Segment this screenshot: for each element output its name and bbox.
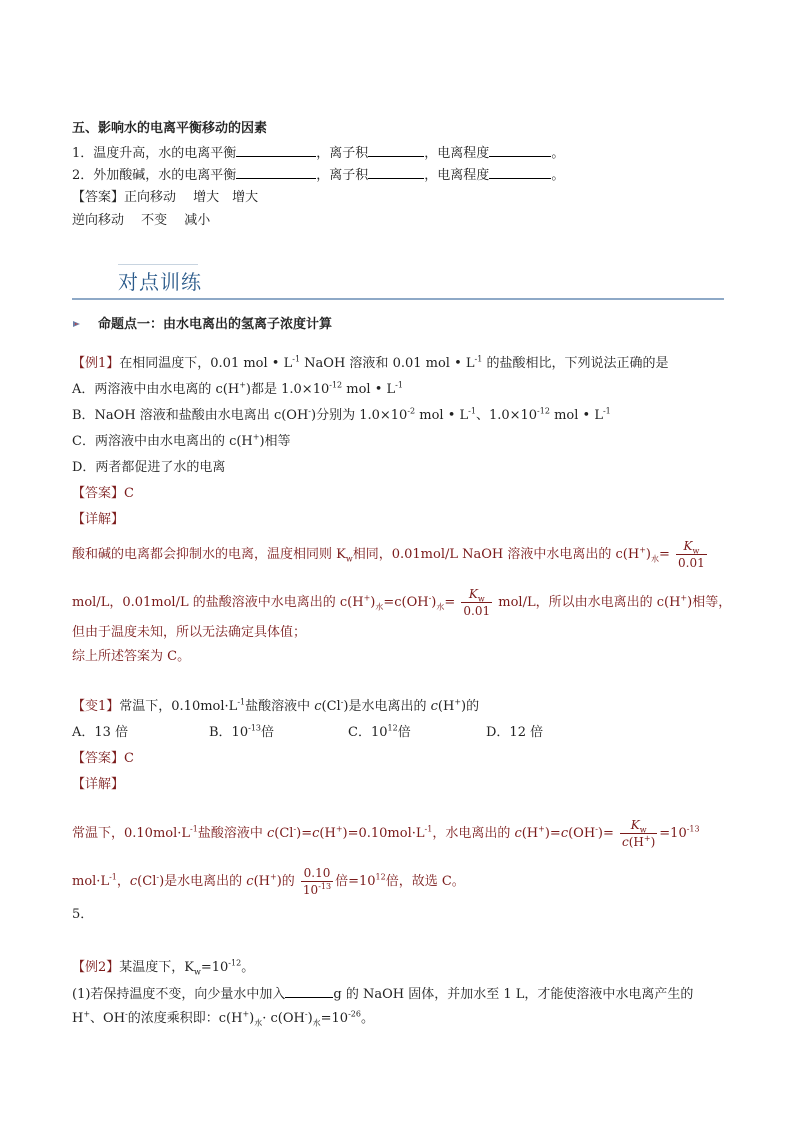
var1-option-d[interactable] [486,724,543,742]
sub: w [194,967,201,977]
header-blue-rule [72,298,724,300]
stem-text: )的 [461,699,480,714]
stem-text: 。 [241,960,255,975]
opt-text: mol • L [342,382,396,397]
detail-text: ， [116,874,130,889]
sup: + [335,824,343,834]
stray-number [72,906,93,924]
opt-text: mol • L [415,408,469,423]
italic-c: c [312,826,320,841]
detail-text: )=0.10mol·L [342,826,425,841]
section5-answer-2 [72,212,210,230]
sup: -13 [248,723,261,733]
sub: w [477,594,485,604]
sup: 12 [375,872,386,882]
section5-line1 [72,144,564,163]
sup: -1 [395,380,403,390]
detail-text: 盐酸溶液中 [197,826,267,841]
sup: - [293,824,297,834]
ex1-label: 【例1】 [72,356,120,371]
q-text: 、OH [90,1011,126,1026]
detail-text: 倍=10 [335,874,376,889]
var1-option-a[interactable] [72,724,128,742]
sup: + [269,872,277,882]
sup: + [454,697,462,707]
ex1-option-b[interactable] [72,407,611,425]
opt-text: 倍 [261,725,275,740]
fraction-kw-ch [620,817,657,850]
frac-den-c: c [622,835,629,849]
frac-den-close: ) [650,835,656,849]
ex1-stem-a: 在相同温度下，0.01 mol • L [119,356,293,371]
var1-detail-line2 [72,865,465,898]
detail-text: =c(OH [383,595,429,610]
ex1-stem-c: 的盐酸相比，下列说法正确的是 [482,356,669,371]
ex1-detail-label [72,511,124,529]
italic-c: c [266,826,275,841]
answer-label: 【答案】 [72,190,125,205]
ex2-q1 [72,985,693,1004]
section-title-text: 五、影响水的电离平衡移动的因素 [72,121,268,136]
detail-text: = [444,595,456,610]
sup: -1 [602,406,611,416]
line1-text-c: ，电离程度 [424,146,490,161]
blank-2b[interactable] [368,166,424,179]
sup: -1 [468,406,476,416]
detail-text: )相等， [687,595,732,610]
sup: + [643,834,651,843]
blank-ex2-mass[interactable] [285,985,333,998]
section-title [72,120,267,138]
ex1-option-c[interactable] [72,433,291,451]
opt-text: 倍 [397,725,411,740]
detail-text: )= [597,826,614,841]
opt-text: C．10 [348,725,388,740]
opt-text: B．10 [209,725,249,740]
sup: -2 [407,406,416,416]
q-text: g 的 NaOH 固体，并加水至 1 L，才能使溶液中水电离产生的 [333,987,694,1002]
opt-text: )都是 1.0×10 [245,382,330,397]
detail-text: mol·L [72,874,110,889]
sup: -26 [348,1009,361,1019]
q-text: ) [307,1011,313,1026]
detail-text: =10 [659,826,687,841]
sup: -12 [228,958,242,968]
sup: + [83,1009,91,1019]
italic-c: c [314,699,322,714]
header-top-rule [118,264,198,265]
answer-text-1: 正向移动 增大 增大 [124,190,259,205]
sup: -1 [237,697,246,707]
fraction-kw-001 [676,538,707,571]
sub: w [639,825,647,835]
opt-text: A．13 倍 [72,725,129,740]
line1-text-b: ，离子积 [316,146,369,161]
detail-text: 综上所述答案为 C。 [72,649,191,664]
frac-num: 0.10 [301,865,333,882]
sub: 水 [254,1018,263,1028]
detail-text: 酸和碱的电离都会抑制水的电离，温度相同则 K [72,547,346,562]
detail-text: )= [544,826,561,841]
var1-detail-label [72,776,124,794]
answer-label: 【答案】 [72,486,125,501]
var1-option-c[interactable] [348,724,411,742]
sup: - [428,593,432,603]
frac-den: 0.01 [678,556,705,570]
sup: - [304,1009,308,1019]
ex1-detail-line4 [72,648,190,666]
blank-2c[interactable] [489,166,551,179]
opt-text: )相等 [259,434,291,449]
frac-den: 0.01 [463,604,491,618]
detail-text: ，水电离出的 [432,826,515,841]
opt-text: B．NaOH 溶液和盐酸由水电离出 c(OH [72,408,309,423]
opt-text: C．两溶液中由水电离出的 c(H [72,434,253,449]
line2-end: 。 [551,168,565,183]
sup: - [595,824,598,834]
stem-text: 某温度下，K [119,960,194,975]
detail-text: 常温下，0.10mol·L [72,826,191,841]
detail-text: 但由于温度未知，所以无法确定具体值； [72,625,307,640]
sup: -13 [318,882,332,891]
section5-line2 [72,166,564,185]
detail-text: mol/L，0.01mol/L 的盐酸溶液中水电离出的 c(H [72,595,364,610]
sup: -12 [329,380,343,390]
detail-text: (H [521,826,539,841]
stem-text: 盐酸溶液中 [245,699,315,714]
italic-c: c [246,874,254,889]
q-text: =10 [320,1011,349,1026]
ex1-stem [72,355,668,373]
var1-option-b[interactable] [209,724,274,742]
detail-text: mol/L，所以由水电离出的 c(H [494,595,681,610]
blank-1c[interactable] [489,144,551,157]
line1-text: 1．温度升高，水的电离平衡 [72,146,237,161]
var1-stem [72,698,479,716]
detail-text: (Cl [137,874,157,889]
detail-text: (OH [568,826,596,841]
sup: + [242,1009,250,1019]
topic-title-text: 命题点一：由水电离出的氢离子浓度计算 [98,317,333,332]
blank-2a[interactable] [236,166,316,179]
ex1-answer [72,485,134,503]
opt-text: D．12 倍 [486,725,544,740]
blank-1b[interactable] [368,144,424,157]
sub: w [692,546,700,556]
detail-text: ) [431,595,437,610]
section5-answer [72,189,258,207]
sup: + [252,432,260,442]
frac-num: K [630,818,640,832]
line2-text-b: ，离子积 [316,168,369,183]
q-text: (1)若保持温度不变，向少量水中加入 [72,987,286,1002]
sup: 12 [387,723,398,733]
detail-text: (H [319,826,336,841]
q-text: ) [249,1011,255,1026]
ex1-option-d[interactable] [72,459,225,477]
detail-text: )的 [276,874,295,889]
detail-label: 【详解】 [72,512,125,527]
sup: + [538,824,545,834]
detail-text: )= [296,826,313,841]
sub: 水 [650,554,659,564]
fraction-010-1013 [301,865,333,898]
sup: - [156,872,160,882]
opt-text: )分别为 1.0×10 [311,408,408,423]
q-text: H [72,1011,84,1026]
sup: -1 [190,824,198,834]
sub: 水 [436,602,445,612]
detail-text: = [658,547,670,562]
frac-num: K [683,539,693,553]
detail-text: (H [253,874,270,889]
ex2-stem [72,959,254,977]
italic-c: c [560,826,569,841]
italic-c: c [129,874,138,889]
ex1-detail-line1 [72,538,709,571]
q-text: 。 [360,1011,374,1026]
sup: -1 [109,872,117,882]
stem-text: 常温下，0.10mol·L [119,699,238,714]
var1-detail-line1 [72,817,700,850]
italic-c: c [430,699,438,714]
stem-text: (H [437,699,455,714]
ex1-stem-b: NaOH 溶液和 0.01 mol • L [300,356,475,371]
opt-text: A．两溶液中由水电离的 c(H [72,382,240,397]
ex1-detail-line2 [72,586,731,619]
sub: w [345,554,353,564]
sub: 水 [375,602,384,612]
sup: + [363,593,371,603]
ex1-detail-line3 [72,624,306,642]
line2-text: 2．外加酸碱，水的电离平衡 [72,168,237,183]
frac-num: K [468,587,478,601]
q-text: · c(OH [262,1011,305,1026]
detail-label: 【详解】 [72,777,125,792]
answer-text-2: 逆向移动 不变 减小 [72,213,211,228]
detail-text: 倍，故选 C。 [385,874,465,889]
ex1-option-a[interactable] [72,381,403,399]
stem-text: (Cl [321,699,341,714]
frac-den: 10 [302,883,319,897]
line1-end: 。 [551,146,565,161]
detail-text: ) [370,595,376,610]
training-heading: 对点训练 [118,270,202,294]
answer-value: C [124,486,134,501]
fraction-kw-001-b [461,586,492,619]
detail-text: (Cl [274,826,294,841]
var1-answer [72,750,134,768]
opt-text: 、1.0×10 [475,408,538,423]
line2-text-c: ，电离程度 [424,168,490,183]
sup: + [639,545,646,555]
sub: 水 [312,1018,321,1028]
sup: -13 [686,824,700,834]
sup: -1 [474,354,483,364]
q-text: 的浓度乘积即：c(H [127,1011,243,1026]
sup: -1 [424,824,433,834]
detail-text: ) [645,547,651,562]
detail-text: )是水电离出的 [159,874,247,889]
opt-text: D．两者都促进了水的电离 [72,460,226,475]
ex2-q1-cont [72,1010,374,1028]
sup: - [340,697,344,707]
blank-1a[interactable] [236,144,316,157]
topic-title [98,316,332,334]
answer-value: C [124,751,134,766]
stray-text: 5． [72,907,94,922]
var1-label: 【变1】 [72,699,120,714]
sup: -12 [537,406,550,416]
italic-c: c [514,826,522,841]
sup: - [125,1009,128,1019]
stem-text: =10 [200,960,229,975]
detail-text: 相同，0.01mol/L NaOH 溶液中水电离出的 c(H [352,547,640,562]
sup: + [239,380,246,390]
opt-text: mol • L [549,408,603,423]
ex2-label: 【例2】 [72,960,120,975]
sup: -1 [292,354,301,364]
answer-label: 【答案】 [72,751,125,766]
stem-text: )是水电离出的 [343,699,431,714]
frac-den-rest: (H [628,835,644,849]
bullet-icon [73,320,81,328]
sup: - [308,406,311,416]
sup: + [680,593,688,603]
